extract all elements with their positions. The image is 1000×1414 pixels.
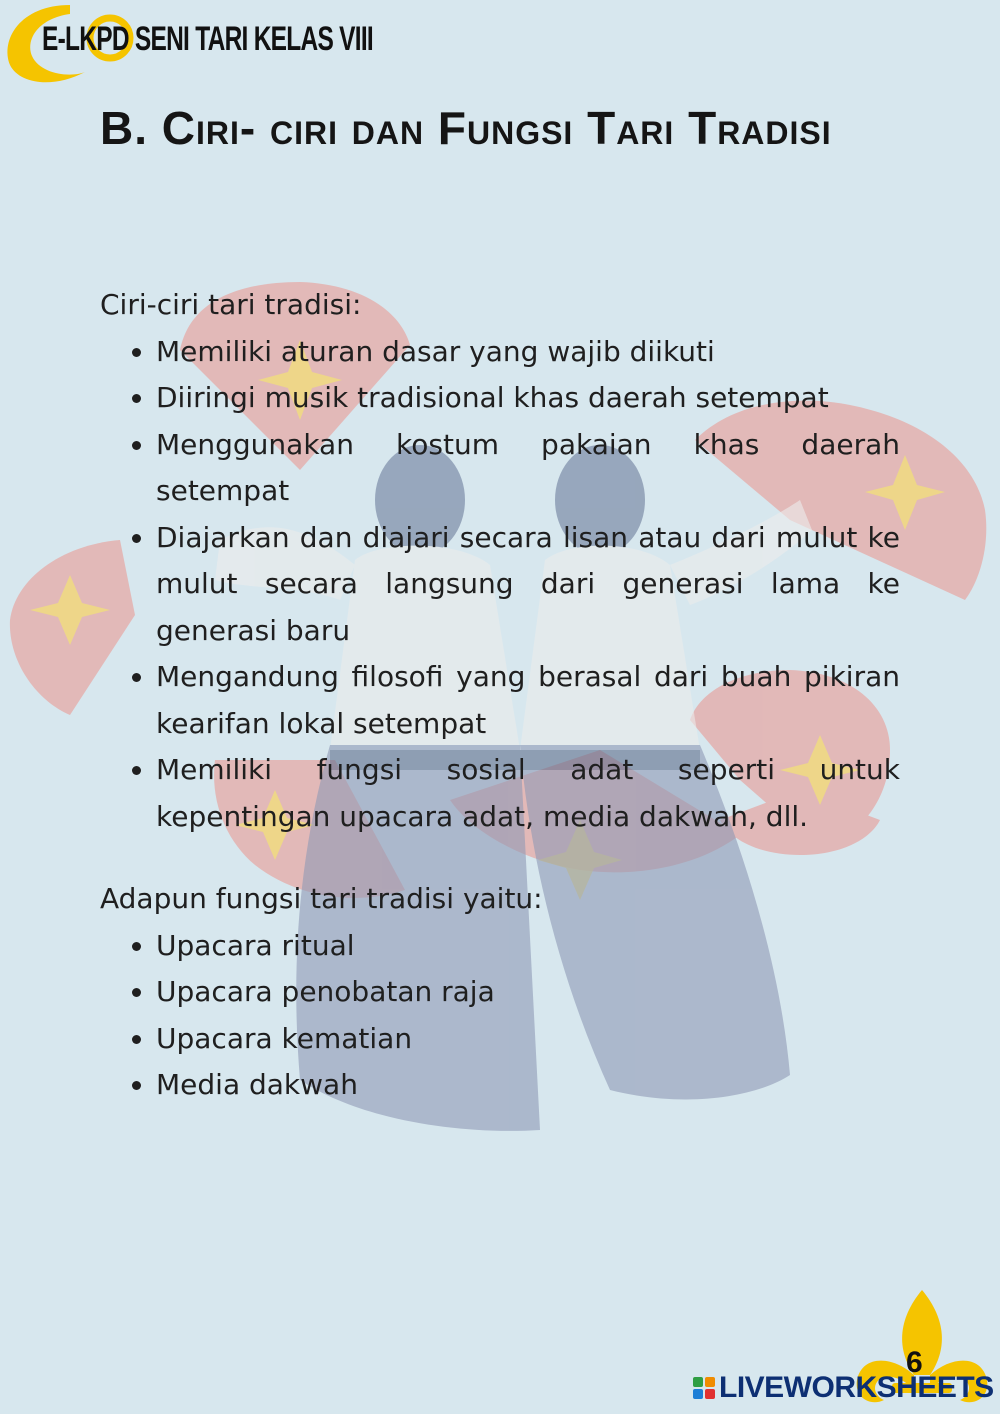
list-item: • Menggunakan kostum pakaian khas daerah setempat	[156, 422, 900, 515]
list-item: • Upacara ritual	[156, 923, 900, 970]
list-item: • Upacara kematian	[156, 1016, 900, 1063]
liveworksheets-logo[interactable]	[693, 1368, 994, 1408]
page-number: 6	[906, 1346, 923, 1379]
list-item: • Diiringi musik tradisional khas daerah setempat	[156, 375, 900, 422]
content-body	[100, 282, 900, 1109]
section-title: B. Ciri- ciri dan Fungsi Tari Tradisi	[100, 102, 832, 154]
list-item: • Mengandung filosofi yang berasal dari buah pikiran kearifan lokal setempat	[156, 654, 900, 747]
list-item: • Media dakwah	[156, 1062, 900, 1109]
liveworksheets-mark-icon	[693, 1377, 715, 1399]
functions-list	[100, 923, 900, 1109]
list-item: • Memiliki aturan dasar yang wajib diikuti	[156, 329, 900, 376]
liveworksheets-brand-text: LIVEWORKSHEETS	[719, 1371, 994, 1404]
characteristics-lead: Ciri-ciri tari tradisi:	[100, 288, 362, 321]
list-item: • Upacara penobatan raja	[156, 969, 900, 1016]
list-item: • Diajarkan dan diajari secara lisan atau dari mulut ke mulut secara langsung dari generasi lama ke generasi baru	[156, 515, 900, 655]
worksheet-header-title: E-LKPD SENI TARI KELAS VIII	[42, 20, 374, 58]
list-item: • Memiliki fungsi sosial adat seperti untuk kepentingan upacara adat, media dakwah, dll.	[156, 747, 900, 840]
functions-lead: Adapun fungsi tari tradisi yaitu:	[100, 882, 543, 915]
characteristics-list	[100, 329, 900, 841]
